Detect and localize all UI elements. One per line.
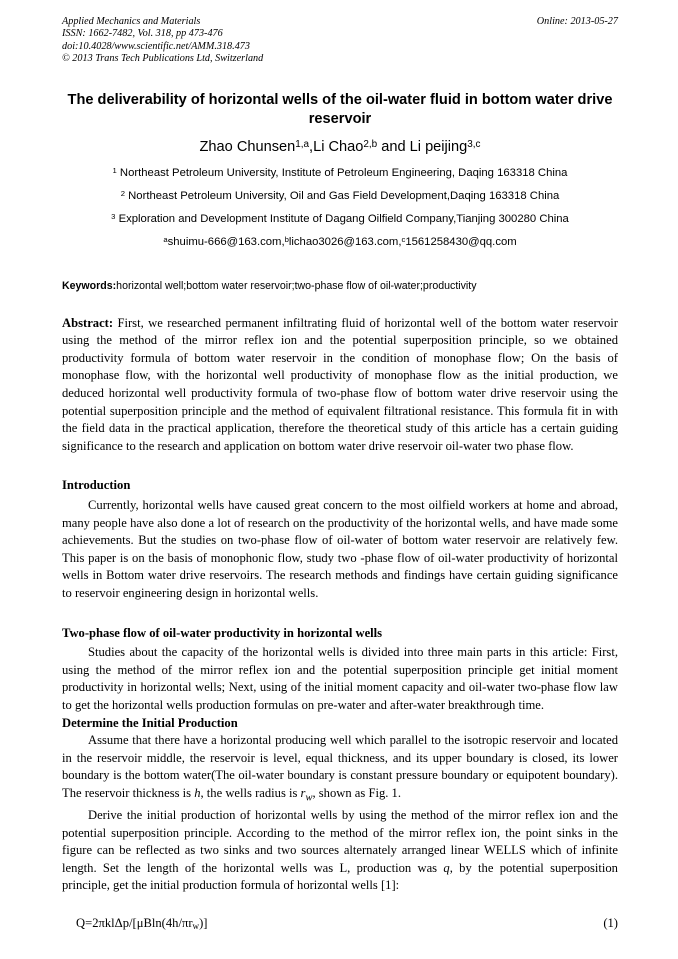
affiliation-1 (62, 166, 618, 180)
email-2[interactable]: lichao3026@163.com, (288, 235, 402, 248)
determine-text-part-2: , the wells radius is (200, 785, 301, 800)
paper-title: The deliverability of horizontal wells of the oil-water fluid in bottom water drive reservoir (67, 91, 613, 127)
paragraph-introduction: Currently, horizontal wells have caused great concern to the most oilfield workers at home and abroad, many people have also done a lot of research on the productivity of the horizontal wells, and have made some achievements. But the studies on two-phase flow of oil-water of bottom water reservoir are relatively few. This paper is on the basis of monophonic flow, study two -phase flow of oil-water productivity of horizontal wells in Bottom water drive reservoirs. The research methods and findings have certain guiding significance to reservoir engineering design in horizontal wells. (62, 497, 618, 600)
abstract-text: First, we researched permanent infiltrating fluid of horizontal well of the bottom water reservoir using the method of the mirror reflex ion and the potential superposition principle, so we obtained productivity formula of bottom water reservoir in the condition of monophase flow; On the basis of monophase flow, with the horizontal well productivity of monophase flow as the initial production, we deduced horizontal well productivity formula of two-phase flow of bottom water drive reservoir using the potential superposition principle and the method of equivalent filtrational resistance. This formula fit in with the field data in the practical application, therefore the theoretical study of this article has a certain guiding significance to the research and application on bottom water drive reservoir oil-water two phase flow. (62, 315, 618, 453)
paragraph-determine-initial-production (62, 732, 618, 807)
affiliation-2-text: Northeast Petroleum University, Oil and Gas Field Development,Daqing 163318 China (124, 189, 560, 202)
equation-1-body (76, 915, 207, 933)
equation-1-lhs: Q=2πklΔp/[μBln(4h/πr (76, 915, 193, 930)
journal-issn: ISSN: 1662-7482, Vol. 318, pp 473-476 (62, 28, 223, 40)
journal-name: Applied Mechanics and Materials (62, 16, 201, 27)
paragraph-two-phase-flow: Studies about the capacity of the horizontal wells is divided into three main parts in this article: First, using the method of the mirror reflex ion and the potential superposition principle get initial moment productivity in horizontal wells; Next, using of the initial moment capacity and oil-water two-phase flow law to get the horizontal wells production formulas on pre-water and after-water breakthrough time. (62, 645, 618, 712)
journal-doi: doi:10.4028/www.scientific.net/AMM.318.473 (62, 40, 250, 52)
author-list (62, 138, 618, 157)
math-var-rw-base: r (300, 785, 306, 800)
paragraph-derive-initial-production (62, 807, 618, 895)
journal-copyright: © 2013 Trans Tech Publications Ltd, Switzerland (62, 53, 264, 65)
section-heading-two-phase-flow: Two-phase flow of oil-water productivity in horizontal wells (62, 625, 383, 640)
derive-text-part-1: Derive the initial production of horizontal wells by using the method of the mirror reflex ion and the potential superposition principle. According to the method of the mirror reflex ion, the point sinks in the figure can be reflected as two sinks and two sources alternately arranged linear WELLS which of infinite length. Set the length of the horizontal wells was L, production was (62, 807, 618, 875)
affiliation-1-marker: 1 (112, 165, 117, 175)
determine-text-part-3: , shown as Fig. 1. (312, 785, 401, 800)
affiliation-3 (62, 212, 618, 226)
email-1-marker: a (163, 234, 168, 244)
author-1-affil-marker: 1,a (295, 138, 310, 150)
equation-row-1 (62, 915, 618, 933)
derive-text-part-2: , by the potential superposition principle, get the initial production formula of horizontal wells [1]: (62, 860, 618, 893)
math-var-q: q (443, 860, 450, 875)
keywords-label: Keywords: (62, 279, 117, 292)
page-content (62, 0, 618, 933)
author-1-name: Zhao Chunsen (199, 138, 296, 155)
equation-1-subscript: w (192, 920, 200, 931)
journal-header (62, 16, 618, 66)
abstract-block (62, 315, 618, 456)
author-3-name: Li peijing (409, 138, 468, 155)
author-3-affil-marker: 3,c (467, 138, 481, 150)
online-date: Online: 2013-05-27 (536, 16, 618, 27)
email-2-marker: b (284, 234, 289, 244)
affiliation-3-text: Exploration and Development Institute of Dagang Oilfield Company,Tianjing 300280 China (115, 212, 569, 225)
keywords-text: horizontal well;bottom water reservoir;two-phase flow of oil-water;productivity (116, 279, 477, 292)
math-var-rw (300, 785, 313, 804)
subsection-heading-determine-initial-production: Determine the Initial Production (62, 715, 238, 730)
affiliation-2-marker: 2 (120, 188, 125, 198)
author-emails (62, 235, 618, 249)
determine-text-part-1: Assume that there have a horizontal producing well which parallel to the isotropic reservoir and located in the reservoir middle, the reservoir is level, equal thickness, and its upper boundary is closed, its lower boundary is the bottom water(The oil-water boundary is constant pressure boundary or equipotent boundary). The reservoir thickness is (62, 733, 618, 800)
author-separator-2: and (377, 138, 410, 155)
math-var-h: h (194, 785, 201, 800)
email-1[interactable]: shuimu-666@163.com, (167, 235, 285, 248)
email-3[interactable]: 1561258430@qq.com (405, 235, 517, 248)
keywords-line (62, 279, 618, 293)
email-3-marker: c (401, 234, 406, 244)
author-separator-1: , (309, 138, 314, 155)
math-var-rw-subscript: w (305, 792, 313, 804)
author-2-name: Li Chao (313, 138, 364, 155)
affiliation-2 (62, 189, 618, 203)
affiliation-3-marker: 3 (111, 211, 116, 221)
affiliation-1-text: Northeast Petroleum University, Institute of Petroleum Engineering, Daqing 163318 China (116, 166, 568, 179)
section-heading-introduction: Introduction (62, 478, 131, 493)
abstract-label: Abstract: (62, 315, 114, 330)
equation-1-rhs: )] (199, 915, 208, 930)
author-2-affil-marker: 2,b (363, 138, 378, 150)
equation-1-number: (1) (603, 915, 618, 930)
